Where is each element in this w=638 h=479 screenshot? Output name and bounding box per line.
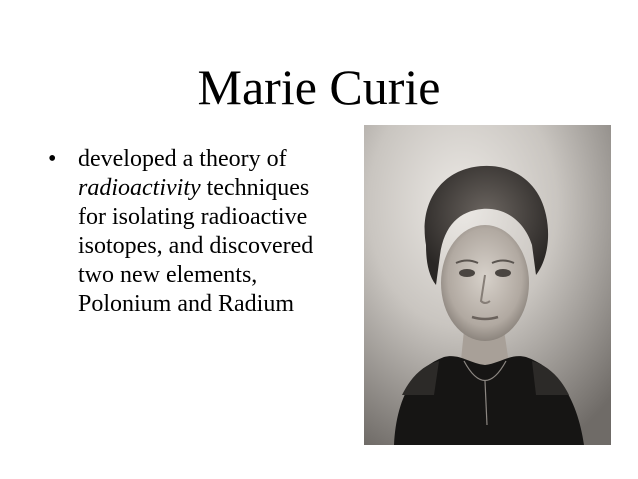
bullet-line — [78, 174, 368, 203]
bullet-list — [48, 145, 368, 319]
portrait-photo — [364, 125, 611, 445]
bullet-marker: • — [48, 146, 57, 172]
bullet-line: developed a theory of — [78, 146, 287, 172]
portrait-image — [364, 125, 611, 445]
bullet-line-rest: techniques — [200, 175, 310, 201]
slide-title: Marie Curie — [197, 59, 441, 115]
bullet-line: Polonium and Radium — [78, 291, 294, 317]
italic-term: radioactivity — [78, 175, 201, 201]
bullet-line: for isolating radioactive — [78, 204, 308, 230]
bullet-line: isotopes, and discovered — [78, 233, 314, 259]
bullet-line: two new elements, — [78, 262, 258, 288]
bullet-text — [78, 145, 368, 319]
